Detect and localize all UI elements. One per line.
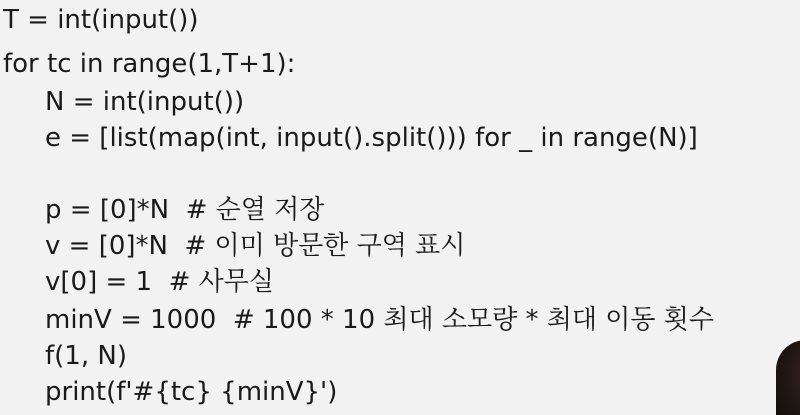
- code-line-10: f(1, N): [45, 341, 127, 371]
- presenter-video-overlay: [776, 340, 800, 415]
- code-line-4: e = [list(map(int, input().split())) for _ in range(N)]: [45, 123, 698, 153]
- code-line-3: N = int(input()): [45, 87, 245, 117]
- code-line-8: v[0] = 1 # 사무실: [45, 267, 274, 297]
- code-line-9: minV = 1000 # 100 * 10 최대 소모량 * 최대 이동 횟수: [45, 305, 714, 335]
- code-line-7: v = [0]*N # 이미 방문한 구역 표시: [45, 231, 466, 261]
- code-line-1: T = int(input()): [3, 5, 199, 35]
- code-line-2: for tc in range(1,T+1):: [3, 49, 296, 79]
- code-line-11: print(f'#{tc} {minV}'): [45, 377, 338, 407]
- code-line-6: p = [0]*N # 순열 저장: [45, 195, 325, 225]
- code-line-5-blank: [3, 156, 45, 192]
